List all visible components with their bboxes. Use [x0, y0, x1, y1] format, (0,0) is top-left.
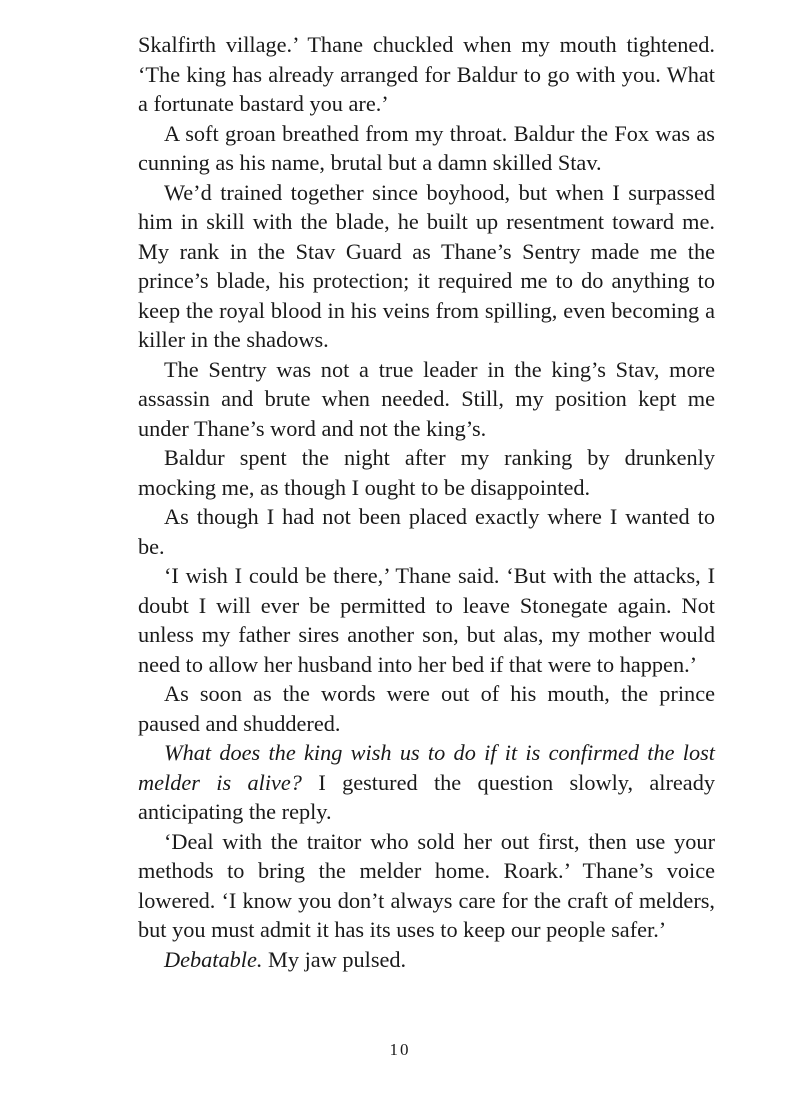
paragraph-text: The Sentry was not a true leader in the king’s Stav, more assassin and brute when needed. Still, my position kept me under Thane’s word and not the king’s. — [138, 356, 715, 441]
paragraph-text: ‘Deal with the traitor who sold her out first, then use your methods to bring the melder home. Roark.’ Thane’s voice lowered. ‘I know you don’t always care for the craft of melders, but you must admit it has its uses to keep our people safer.’ — [138, 828, 715, 942]
paragraph-text: A soft groan breathed from my throat. Baldur the Fox was as cunning as his name, brutal but a damn skilled Stav. — [138, 120, 715, 175]
paragraph — [138, 561, 715, 679]
paragraph — [138, 443, 715, 502]
paragraph-text: ‘I wish I could be there,’ Thane said. ‘But with the attacks, I doubt I will ever be permitted to leave Stonegate again. Not unless my father sires another son, but alas, my mother would need to allow her husband into her bed if that were to happen.’ — [138, 563, 715, 677]
body-text — [138, 30, 715, 974]
paragraph-text: As soon as the words were out of his mouth, the prince paused and shuddered. — [138, 681, 715, 736]
page-number: 10 — [389, 1040, 411, 1059]
paragraph-text: My jaw pulsed. — [262, 946, 407, 972]
paragraph-text: Baldur spent the night after my ranking by drunkenly mocking me, as though I ought to be disappointed. — [138, 445, 715, 500]
paragraph — [138, 679, 715, 738]
paragraph — [138, 355, 715, 444]
italic-thought-text: What does the king wish us to do if it is confirmed the lost melder is alive? — [138, 740, 715, 795]
italic-thought-text: Debatable. — [164, 946, 263, 972]
paragraph-text: We’d trained together since boyhood, but when I surpassed him in skill with the blade, he built up resentment toward me. My rank in the Stav Guard as Thane’s Sentry made me the prince’s blade, his protection; it required me to do anything to keep the royal blood in his veins from spilling, even becoming a killer in the shadows. — [138, 179, 715, 352]
paragraph — [138, 738, 715, 827]
paragraph-text: Skalfirth village.’ Thane chuckled when my mouth tightened. ‘The king has already arranged for Baldur to go with you. What a fortunate bastard you are.’ — [138, 32, 715, 116]
paragraph — [138, 827, 715, 945]
paragraph — [138, 30, 715, 119]
paragraph — [138, 178, 715, 355]
paragraph-text: I gestured the question slowly, already anticipating the reply. — [138, 769, 715, 824]
paragraph — [138, 945, 715, 975]
paragraph — [138, 502, 715, 561]
paragraph — [138, 119, 715, 178]
paragraph-text: As though I had not been placed exactly where I wanted to be. — [138, 504, 715, 559]
